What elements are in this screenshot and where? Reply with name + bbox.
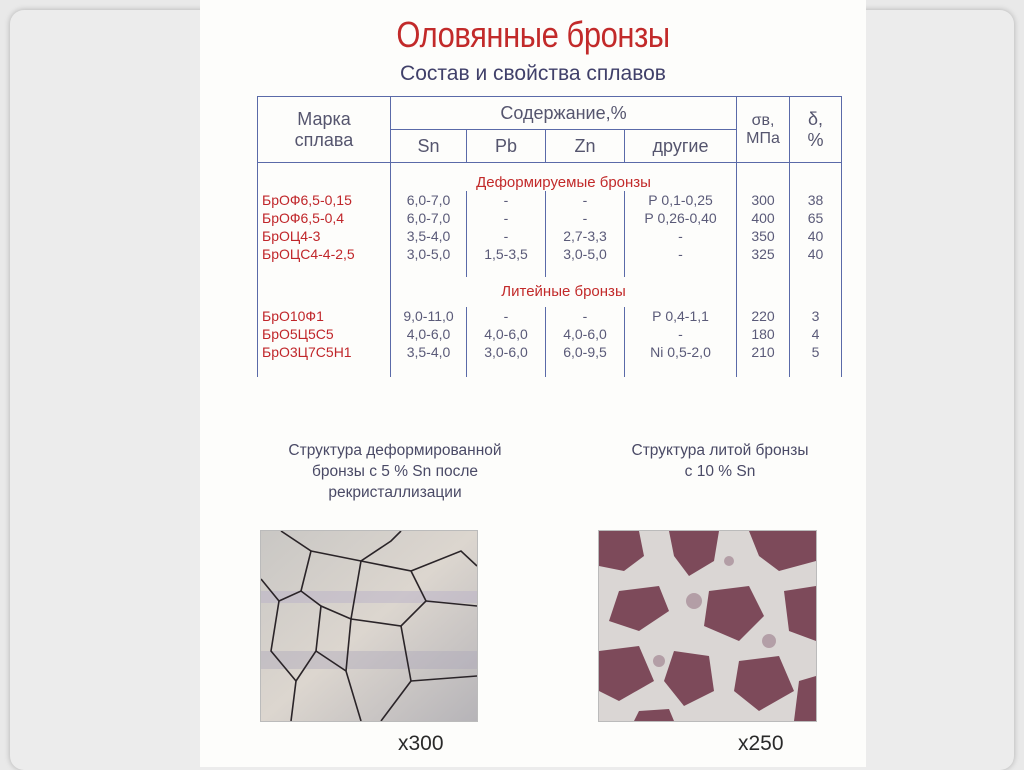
cell-pb: 1,5-3,5	[484, 245, 528, 262]
cell-delta: 40	[807, 245, 824, 262]
cell-sigma: 350	[751, 227, 775, 244]
cell-other: -	[678, 227, 683, 244]
cell-sn: 3,0-5,0	[406, 245, 451, 262]
cell-zn: -	[582, 307, 588, 324]
cell-other: Р 0,1-0,25	[648, 191, 713, 208]
cell-grade: БрО10Ф1	[262, 307, 324, 324]
header-pb: Pb	[467, 130, 546, 163]
micrograph-cast-image	[598, 530, 817, 722]
alloy-table	[257, 96, 842, 377]
slide-title: Оловянные бронзы	[396, 14, 670, 55]
cell-zn: -	[582, 209, 588, 226]
column-sn	[391, 307, 467, 377]
column-zn	[546, 191, 625, 277]
caption-line: Структура деформированной	[288, 442, 502, 459]
spacer	[790, 277, 842, 307]
cell-sigma: 325	[751, 245, 775, 262]
spacer	[737, 163, 790, 191]
cell-pb: -	[503, 191, 509, 208]
header-strength-line1: σв,	[751, 111, 775, 129]
header-grade-line1: Марка	[297, 108, 351, 129]
column-grade	[258, 191, 391, 277]
cell-pb: 4,0-6,0	[484, 325, 528, 342]
cell-zn: 4,0-6,0	[563, 325, 607, 342]
caption-line: с 10 % Sn	[684, 463, 756, 480]
cell-delta: 3	[811, 307, 820, 324]
magnification-right: х250	[738, 732, 784, 755]
figure-caption-left	[240, 440, 550, 503]
column-delta	[790, 191, 842, 277]
section-rows	[258, 191, 842, 277]
column-other	[625, 307, 737, 377]
spacer	[737, 277, 790, 307]
cell-other: -	[678, 245, 683, 262]
header-elongation-line2: %	[807, 129, 824, 150]
section-rows	[258, 307, 842, 377]
cell-sn: 3,5-4,0	[406, 227, 451, 244]
cell-other: Р 0,4-1,1	[652, 307, 709, 324]
cell-sigma: 400	[751, 209, 775, 226]
cell-grade: БрО5Ц5С5	[262, 325, 334, 342]
cell-sigma: 220	[751, 307, 775, 324]
cell-grade: БрОФ6,5-0,4	[262, 209, 345, 226]
cell-sn: 4,0-6,0	[406, 325, 451, 342]
header-elongation-line1: δ,	[808, 108, 824, 129]
cell-zn: 3,0-5,0	[563, 245, 607, 262]
header-strength	[737, 97, 790, 163]
cell-pb: -	[503, 227, 509, 244]
column-pb	[467, 307, 546, 377]
header-content: Содержание,%	[391, 97, 737, 130]
spacer	[790, 163, 842, 191]
cell-sn: 3,5-4,0	[406, 343, 451, 360]
cell-sigma: 210	[751, 343, 775, 360]
header-grade-line2: сплава	[294, 129, 354, 150]
cell-other: Ni 0,5-2,0	[650, 343, 711, 360]
column-grade	[258, 307, 391, 377]
cell-sn: 6,0-7,0	[406, 209, 451, 226]
cell-sn: 9,0-11,0	[403, 307, 454, 324]
magnification-left: х300	[398, 732, 444, 755]
figure-caption-right	[580, 440, 860, 482]
cell-delta: 38	[807, 191, 824, 208]
column-zn	[546, 307, 625, 377]
cell-grade: БрОФ6,5-0,15	[262, 191, 352, 208]
cell-delta: 4	[811, 325, 820, 342]
cell-other: -	[678, 325, 683, 342]
cell-other: Р 0,26-0,40	[644, 209, 717, 226]
slide	[200, 0, 866, 767]
cell-sigma: 300	[751, 191, 775, 208]
column-sigma	[737, 307, 790, 377]
column-sn	[391, 191, 467, 277]
cell-sigma: 180	[751, 325, 775, 342]
spacer	[258, 277, 391, 307]
header-zn: Zn	[546, 130, 625, 163]
cell-pb: -	[503, 307, 509, 324]
cell-zn: -	[582, 191, 588, 208]
column-pb	[467, 191, 546, 277]
column-delta	[790, 307, 842, 377]
header-elongation	[790, 97, 842, 163]
column-other	[625, 191, 737, 277]
section-title: Деформируемые бронзы	[391, 163, 737, 191]
column-sigma	[737, 191, 790, 277]
cell-pb: -	[503, 209, 509, 226]
cell-grade: БрОЦ4-3	[262, 227, 321, 244]
cell-grade: БрОЦС4-4-2,5	[262, 245, 355, 262]
section-title: Литейные бронзы	[391, 277, 737, 307]
header-sn: Sn	[391, 130, 467, 163]
micrograph-recrystallized-image	[260, 530, 478, 722]
caption-line: рекристаллизации	[328, 484, 462, 501]
header-grade	[258, 97, 391, 163]
cell-delta: 5	[811, 343, 820, 360]
cell-delta: 40	[807, 227, 824, 244]
cell-zn: 2,7-3,3	[563, 227, 607, 244]
cell-grade: БрО3Ц7С5Н1	[262, 343, 352, 360]
cell-pb: 3,0-6,0	[484, 343, 528, 360]
slide-subtitle: Состав и свойства сплавов	[400, 62, 666, 85]
cell-sn: 6,0-7,0	[406, 191, 451, 208]
caption-line: бронзы с 5 % Sn после	[312, 463, 478, 480]
cell-delta: 65	[807, 209, 824, 226]
header-other: другие	[625, 130, 737, 163]
header-strength-line2: МПа	[746, 129, 780, 147]
cell-zn: 6,0-9,5	[563, 343, 607, 360]
caption-line: Структура литой бронзы	[631, 442, 809, 459]
spacer	[258, 163, 391, 191]
